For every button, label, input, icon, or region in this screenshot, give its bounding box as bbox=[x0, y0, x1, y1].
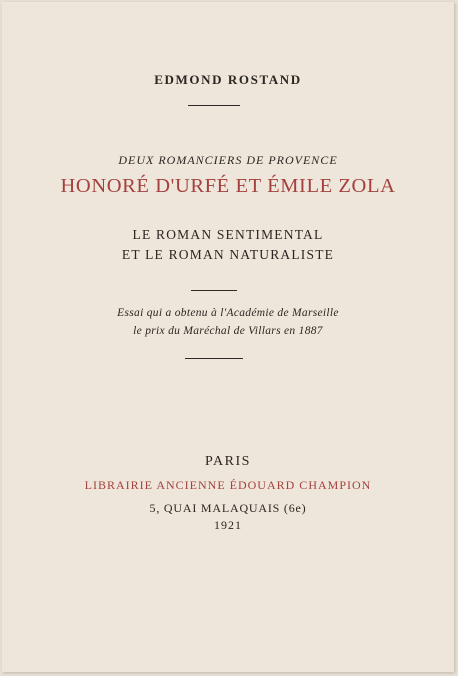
publisher-address: 5, QUAI MALAQUAIS (6e) bbox=[149, 501, 307, 515]
subtitle-line-1: LE ROMAN SENTIMENTAL bbox=[132, 227, 324, 242]
main-title: HONORÉ D'URFÉ ET ÉMILE ZOLA bbox=[60, 175, 396, 197]
publication-year: 1921 bbox=[214, 518, 242, 532]
publication-city: PARIS bbox=[205, 454, 251, 469]
divider-rule-2 bbox=[191, 290, 237, 291]
essay-note-line-2: le prix du Maréchal de Villars en 1887 bbox=[133, 325, 323, 337]
title-page bbox=[2, 2, 454, 672]
subtitle-line-2: ET LE ROMAN NATURALISTE bbox=[121, 247, 335, 262]
divider-rule-3 bbox=[185, 358, 243, 359]
divider-rule-1 bbox=[188, 105, 240, 106]
essay-note-line-1: Essai qui a obtenu à l'Académie de Marseille bbox=[117, 307, 339, 319]
publisher-name: LIBRAIRIE ANCIENNE ÉDOUARD CHAMPION bbox=[84, 478, 372, 492]
prelude-title: DEUX ROMANCIERS DE PROVENCE bbox=[118, 153, 338, 167]
author-name: EDMOND ROSTAND bbox=[154, 72, 302, 87]
